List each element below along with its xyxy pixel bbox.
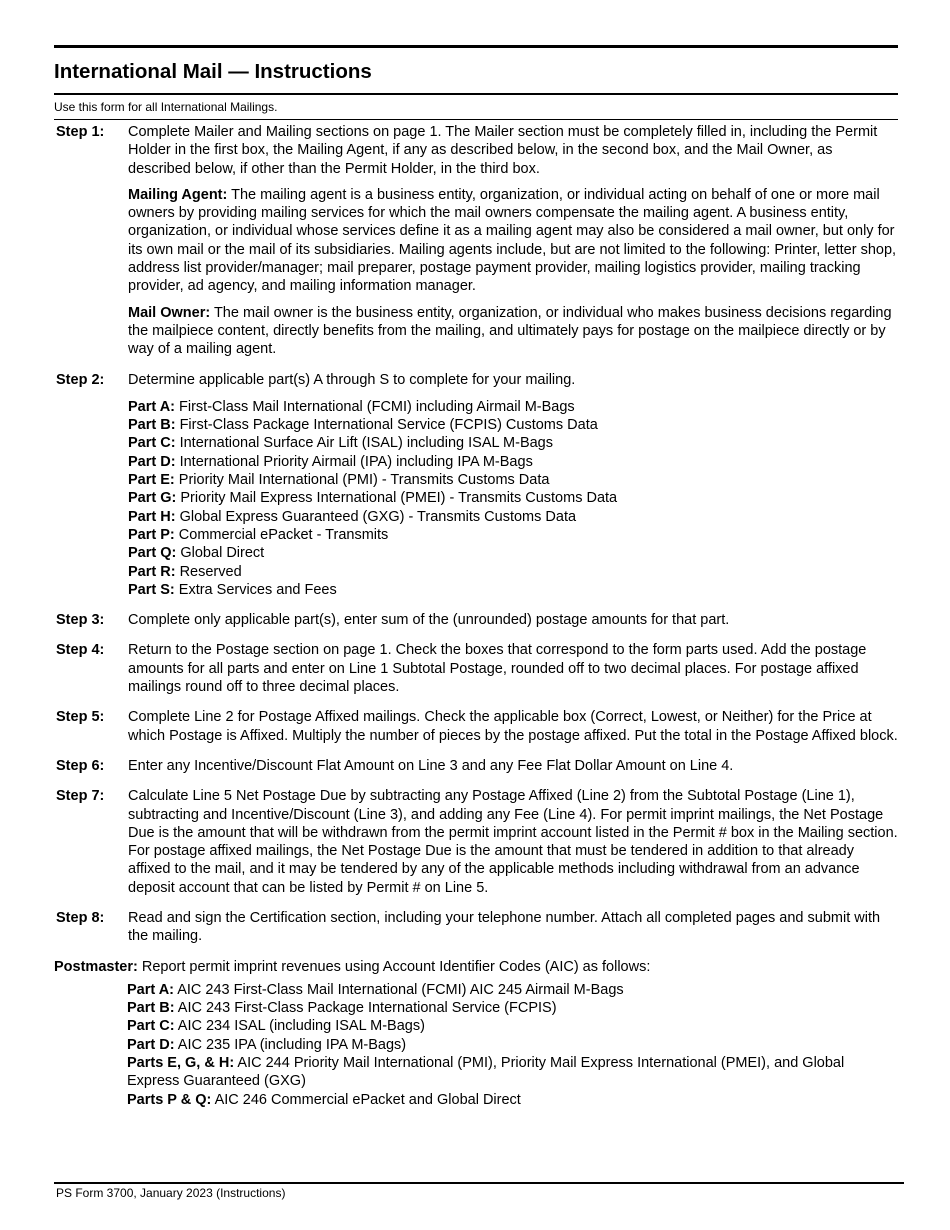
- aic-label: Part A:: [127, 981, 174, 998]
- aic-list: [54, 981, 898, 1109]
- step-text: Calculate Line 5 Net Postage Due by subtracting any Postage Affixed (Line 2) from the Subtotal Postage (Line 1), subtracting and Incentive/Discount (Line 3), and adding any Fee (Line 4). For permit imprint mailings, the Net Postage Due is the amount that will be withdrawn from the permit imprint account listed in the Permit # box in the Mailing section. For postage affixed mailings, the Net Postage Due is the amount that must be tendered in addition to that already affixed to the mail, and it may be tendered by any of the applicable methods including withdrawal from an advance deposit account that can be listed by Permit # on Line 5.: [128, 788, 898, 896]
- part-item: [128, 508, 898, 526]
- step-label: Step 4:: [56, 642, 105, 659]
- step-text: Determine applicable part(s) A through S to complete for your mailing.: [128, 371, 576, 388]
- parts-list: [128, 398, 898, 599]
- step-label: Step 3:: [56, 612, 105, 629]
- form-footer: PS Form 3700, January 2023 (Instructions): [56, 1186, 286, 1200]
- step-text: Complete Line 2 for Postage Affixed mailings. Check the applicable box (Correct, Lowest, or Neither) for the Price at which Postage is Affixed. Multiply the number of pieces by the postage affixed. Put the total in the Postage Affixed block.: [128, 709, 898, 744]
- part-label: Part H:: [128, 508, 176, 525]
- step-label: Step 5:: [56, 709, 105, 726]
- part-label: Part B:: [128, 417, 176, 434]
- postmaster-intro: [54, 958, 898, 976]
- part-text: Global Express Guaranteed (GXG) - Transmits Customs Data: [175, 508, 577, 525]
- footer-rule: [54, 1182, 904, 1184]
- aic-text: AIC 243 First-Class Mail International (FCMI) AIC 245 Airmail M-Bags: [174, 981, 624, 998]
- step-1: [0, 123, 898, 359]
- step-text: Read and sign the Certification section, including your telephone number. Attach all completed pages and submit with the mailing.: [128, 909, 881, 945]
- part-label: Part E:: [128, 472, 175, 489]
- step-label: Step 7:: [56, 788, 105, 805]
- aic-item: [127, 981, 898, 999]
- page-title: International Mail — Instructions: [54, 60, 372, 83]
- aic-text: AIC 243 First-Class Package International Service (FCPIS): [174, 1000, 557, 1017]
- part-item: [128, 416, 898, 434]
- mail-owner-term: Mail Owner:: [128, 304, 211, 321]
- part-item: [128, 471, 898, 489]
- step-8: [0, 909, 898, 946]
- part-text: Global Direct: [176, 545, 265, 562]
- step-text: Enter any Incentive/Discount Flat Amount on Line 3 and any Fee Flat Dollar Amount on Line 4.: [128, 757, 734, 774]
- part-text: First-Class Package International Service (FCPIS) Customs Data: [175, 417, 598, 434]
- step-6: [0, 757, 898, 775]
- part-text: Priority Mail International (PMI) - Transmits Customs Data: [174, 472, 550, 489]
- postmaster-section: [0, 958, 898, 1109]
- part-item: [128, 526, 898, 544]
- aic-item: [127, 1036, 898, 1054]
- mailing-agent-definition: [128, 186, 898, 296]
- aic-item: [127, 1017, 898, 1035]
- part-item: [128, 563, 898, 581]
- mailing-agent-text: The mailing agent is a business entity, organization, or individual acting on behalf of one or more mail owners by providing mailing services for which the mail owners compensate the mailing agent. A business entity, organization, or individual whose services define it as a mailing agent may also be considered a mail owner, but only for its own mail or the mail of its subsidiaries. Mailing agents include, but are not limited to the following: Printer, letter shop, address list provider/manager; mail preparer, postage payment provider, mailing logistics provider, mailing tracking provider, ad agency, and mailing information manager.: [128, 186, 897, 295]
- intro-rule: [54, 119, 898, 120]
- step-label: Step 6:: [56, 757, 105, 774]
- step-7: [0, 787, 898, 897]
- part-text: International Surface Air Lift (ISAL) including ISAL M-Bags: [175, 435, 553, 452]
- aic-text: AIC 234 ISAL (including ISAL M-Bags): [174, 1018, 425, 1035]
- part-label: Part C:: [128, 435, 176, 452]
- aic-label: Parts E, G, & H:: [127, 1055, 235, 1072]
- step-4: [0, 641, 898, 696]
- mail-owner-definition: [128, 304, 898, 359]
- postmaster-text: Report permit imprint revenues using Account Identifier Codes (AIC) as follows:: [137, 958, 651, 975]
- part-text: Commercial ePacket - Transmits: [174, 526, 389, 543]
- aic-label: Parts P & Q:: [127, 1091, 212, 1108]
- part-label: Part Q:: [128, 545, 177, 562]
- part-text: Reserved: [175, 563, 242, 580]
- part-text: Priority Mail Express International (PMEI) - Transmits Customs Data: [176, 490, 618, 507]
- part-label: Part S:: [128, 581, 175, 598]
- aic-label: Part C:: [127, 1018, 175, 1035]
- step-label: Step 8:: [56, 909, 105, 926]
- aic-label: Part D:: [127, 1036, 175, 1053]
- step-text: Complete only applicable part(s), enter sum of the (unrounded) postage amounts for that part.: [128, 612, 730, 629]
- mailing-agent-term: Mailing Agent:: [128, 186, 228, 203]
- intro-text: Use this form for all International Mailings.: [54, 100, 278, 114]
- part-label: Part G:: [128, 490, 177, 507]
- aic-text: AIC 246 Commercial ePacket and Global Direct: [211, 1091, 521, 1108]
- top-rule: [54, 45, 898, 48]
- step-5: [0, 708, 898, 745]
- step-3: [0, 611, 898, 629]
- mail-owner-text: The mail owner is the business entity, organization, or individual who makes business decisions regarding the mailpiece content, directly benefits from the mailing, and ultimately pays for postage on the mailpiece directly or by way of a mailing agent.: [128, 304, 892, 358]
- part-label: Part P:: [128, 526, 175, 543]
- part-label: Part D:: [128, 453, 176, 470]
- part-item: [128, 581, 898, 599]
- aic-label: Part B:: [127, 1000, 175, 1017]
- step-text: Complete Mailer and Mailing sections on page 1. The Mailer section must be completely filled in, including the Permit Holder in the first box, the Mailing Agent, if any as described below, in the second box, and the Mail Owner, as described below, if other than the Permit Holder, in the third box.: [128, 124, 878, 177]
- postmaster-label: Postmaster:: [54, 958, 138, 975]
- part-label: Part R:: [128, 563, 176, 580]
- part-text: Extra Services and Fees: [174, 581, 337, 598]
- part-item: [128, 398, 898, 416]
- part-text: First-Class Mail International (FCMI) including Airmail M-Bags: [175, 398, 575, 415]
- instructions-body: [0, 123, 898, 1109]
- step-2: [0, 371, 898, 600]
- part-item: [128, 544, 898, 562]
- part-item: [128, 434, 898, 452]
- aic-item: [127, 1054, 898, 1091]
- title-rule: [54, 93, 898, 95]
- part-item: [128, 453, 898, 471]
- aic-item: [127, 999, 898, 1017]
- part-text: International Priority Airmail (IPA) including IPA M-Bags: [175, 453, 533, 470]
- part-label: Part A:: [128, 398, 175, 415]
- step-text: Return to the Postage section on page 1. Check the boxes that correspond to the form parts used. Add the postage amounts for all parts and enter on Line 1 Subtotal Postage, rounded off to two decimal places. For postage affixed mailings round off to three decimal places.: [128, 642, 867, 696]
- part-item: [128, 489, 898, 507]
- aic-text: AIC 244 Priority Mail International (PMI), Priority Mail Express International (PMEI), and Global Express Guaranteed (GXG): [127, 1055, 845, 1090]
- step-label: Step 2:: [56, 371, 105, 388]
- aic-item: [127, 1091, 898, 1109]
- aic-text: AIC 235 IPA (including IPA M-Bags): [174, 1036, 407, 1053]
- step-label: Step 1:: [56, 124, 105, 140]
